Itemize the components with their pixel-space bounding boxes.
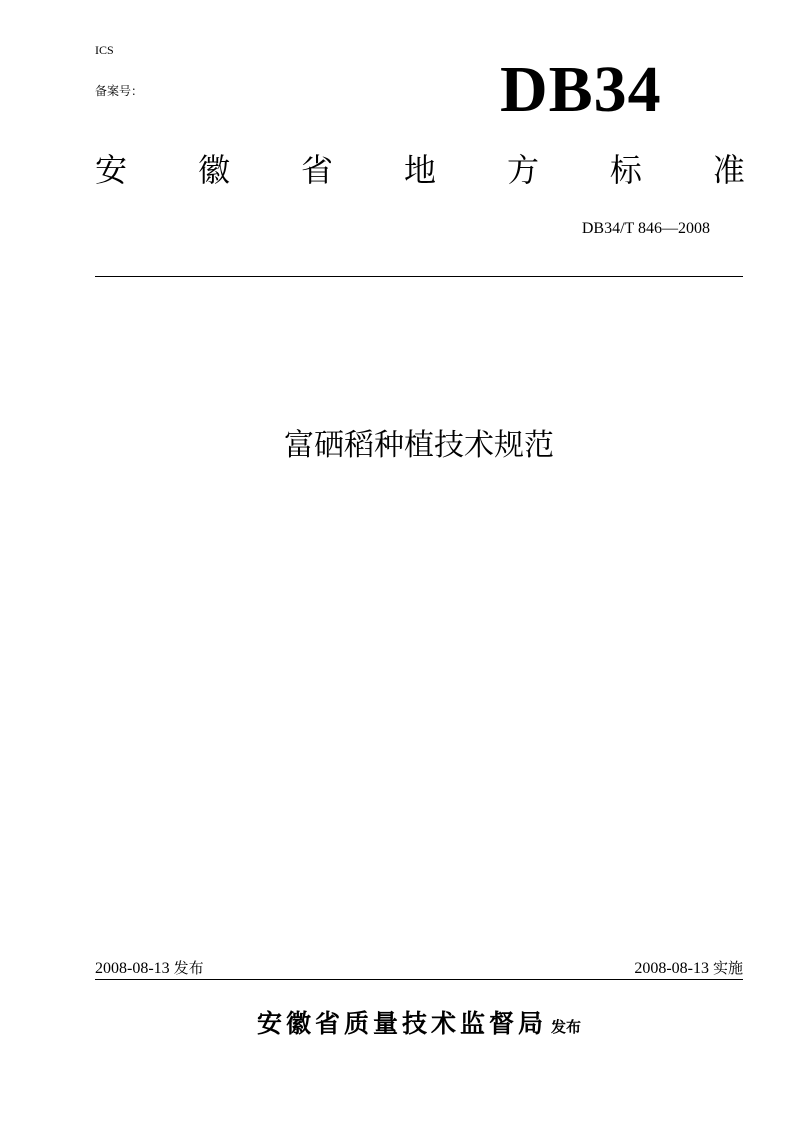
document-title: 富硒稻种植技术规范 [284,428,554,463]
standard-type-heading [95,148,745,192]
standard-type-char: 标 [609,151,642,189]
issuer-line [95,1006,743,1045]
standard-number: DB34/T 846—2008 [581,220,710,237]
issuer-organization: 安徽省质量技术监督局 [256,1009,547,1038]
standard-type-char: 徽 [197,151,230,189]
standard-type-char: 地 [403,151,436,189]
bottom-divider [95,979,743,980]
implementation-date-label: 实施 [712,959,743,977]
implementation-date [520,958,743,979]
standard-type-char: 准 [712,151,745,189]
ics-label: ICS [95,43,114,57]
issue-date-value: 2008-08-13 [95,960,170,977]
issue-date-label: 发布 [173,959,204,977]
top-divider [95,276,743,277]
filing-number-label: 备案号： [95,84,144,98]
issuer-release-label: 发布 [551,1018,582,1036]
issue-date [95,958,204,979]
standard-type-char: 安 [95,151,128,189]
standard-type-char: 省 [300,151,333,189]
db-code-heading: DB34 [500,53,662,126]
standard-type-char: 方 [506,151,539,189]
implementation-date-value: 2008-08-13 [634,960,709,977]
